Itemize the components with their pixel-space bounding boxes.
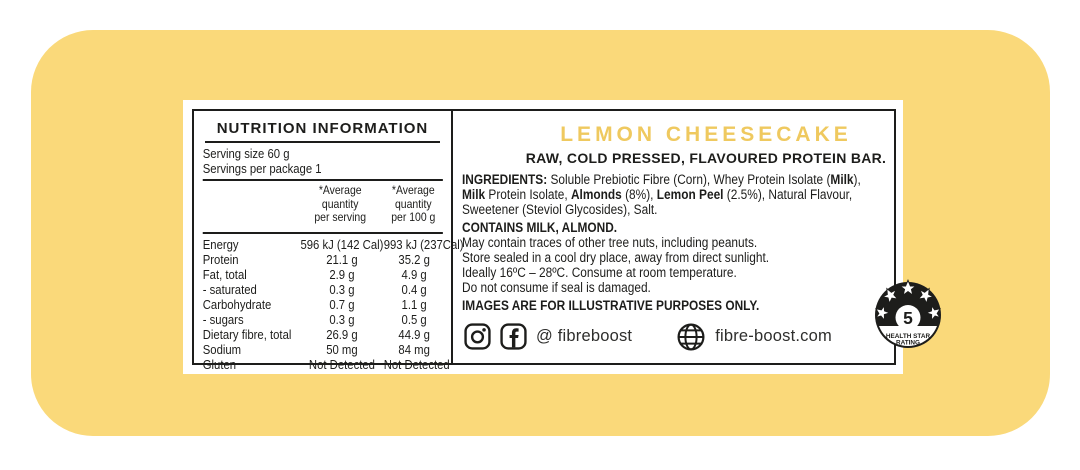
instagram-icon (464, 323, 491, 350)
nutrient-per-serving: 596 kJ (142 Cal) (300, 236, 384, 252)
nutrition-row (203, 282, 445, 297)
nutrient-per-serving: 0.7 g (329, 296, 355, 312)
nutrient-per-100g: Not Detected (383, 357, 450, 373)
nutrition-row (203, 252, 445, 267)
nutrition-panel (194, 111, 464, 373)
nutrient-label: Protein (202, 251, 239, 267)
ingredients-line: INGREDIENTS: Soluble Prebiotic Fibre (Corn), Whey Protein Isolate (Milk), (462, 172, 861, 187)
nutrient-label: Sodium (202, 342, 242, 358)
nutrient-per-100g: 4.9 g (401, 266, 427, 282)
nutrient-per-serving: 2.9 g (329, 266, 355, 282)
nutrition-row (203, 267, 445, 282)
col-header-per-serving: *Average quantity per serving (314, 183, 367, 224)
storage-note-line: May contain traces of other tree nuts, including peanuts. (462, 234, 758, 250)
nutrient-per-serving: 0.3 g (329, 281, 355, 297)
nutrient-per-serving: 50 mg (326, 342, 358, 358)
nutrient-label: Carbohydrate (202, 296, 272, 312)
ingredients-line: Milk Protein Isolate, Almonds (8%), Lemon Peel (2.5%), Natural Flavour, (462, 187, 853, 203)
nutrient-per-100g: 84 mg (398, 342, 430, 358)
nutrition-row (203, 342, 445, 357)
label-border-box (192, 109, 931, 373)
contains-statement: CONTAINS MILK, ALMOND. (462, 219, 618, 235)
nutrient-per-serving: 21.1 g (326, 251, 358, 267)
images-disclaimer: IMAGES ARE FOR ILLUSTRATIVE PURPOSES ONLY. (462, 297, 760, 313)
nutrient-label: - sugars (202, 311, 244, 327)
globe-icon (676, 322, 706, 352)
nutrient-per-serving: Not Detected (308, 357, 375, 373)
nutrient-per-100g: 0.5 g (401, 311, 427, 327)
nutrient-per-100g: 0.4 g (401, 281, 427, 297)
nutrition-column-headers (201, 181, 445, 229)
ingredients-line: Sweetener (Steviol Glycosides), Salt. (462, 202, 658, 218)
health-star-label-1: HEALTH STAR (885, 332, 931, 340)
nutrient-label: Fat, total (202, 266, 247, 282)
nutrient-label: - saturated (202, 281, 257, 297)
nutrient-per-100g: 35.2 g (398, 251, 430, 267)
storage-note-line: Do not consume if seal is damaged. (462, 280, 651, 296)
col-header-per-100g: *Average quantity per 100 g (391, 183, 436, 224)
health-star-rating-badge (868, 278, 948, 352)
nutrient-per-100g: 1.1 g (401, 296, 427, 312)
website-url: fibre-boost.com (715, 327, 832, 346)
facebook-icon (500, 323, 527, 350)
nutrition-row (202, 357, 450, 373)
nutrition-row (203, 327, 445, 342)
serving-info-line: Servings per package 1 (202, 160, 322, 176)
product-label (183, 100, 931, 374)
product-title: LEMON CHEESECAKE (560, 123, 852, 146)
storage-note-line: Ideally 16ºC – 28ºC. Consume at room temperature. (462, 265, 737, 281)
serving-info-line: Serving size 60 g (202, 146, 290, 161)
storage-note-line: Store sealed in a cool dry place, away from direct sunlight. (462, 250, 770, 266)
nutrition-row (203, 297, 445, 312)
nutrient-label: Dietary fibre, total (202, 327, 292, 343)
nutrient-per-serving: 26.9 g (326, 327, 358, 343)
nutrient-per-100g: 44.9 g (398, 327, 430, 343)
nutrition-row (202, 236, 464, 252)
nutrition-heading: NUTRITION INFORMATION (205, 117, 440, 143)
nutrient-per-100g: 993 kJ (237Cal) (383, 236, 464, 252)
health-star-value: 5 (903, 307, 913, 328)
serving-info (203, 147, 445, 176)
divider-rule (203, 232, 443, 234)
nutrient-label: Energy (202, 236, 239, 252)
nutrient-per-serving: 0.3 g (329, 311, 355, 327)
storage-notes (462, 235, 891, 296)
nutrient-label: Gluten (202, 357, 237, 373)
nutrition-row (203, 312, 445, 327)
nutrition-table (201, 236, 464, 373)
product-subtitle: RAW, COLD PRESSED, FLAVOURED PROTEIN BAR. (525, 150, 887, 166)
social-handle: @ fibreboost (536, 327, 633, 346)
product-panel (453, 111, 956, 363)
health-star-label-2: RATING (895, 339, 921, 347)
